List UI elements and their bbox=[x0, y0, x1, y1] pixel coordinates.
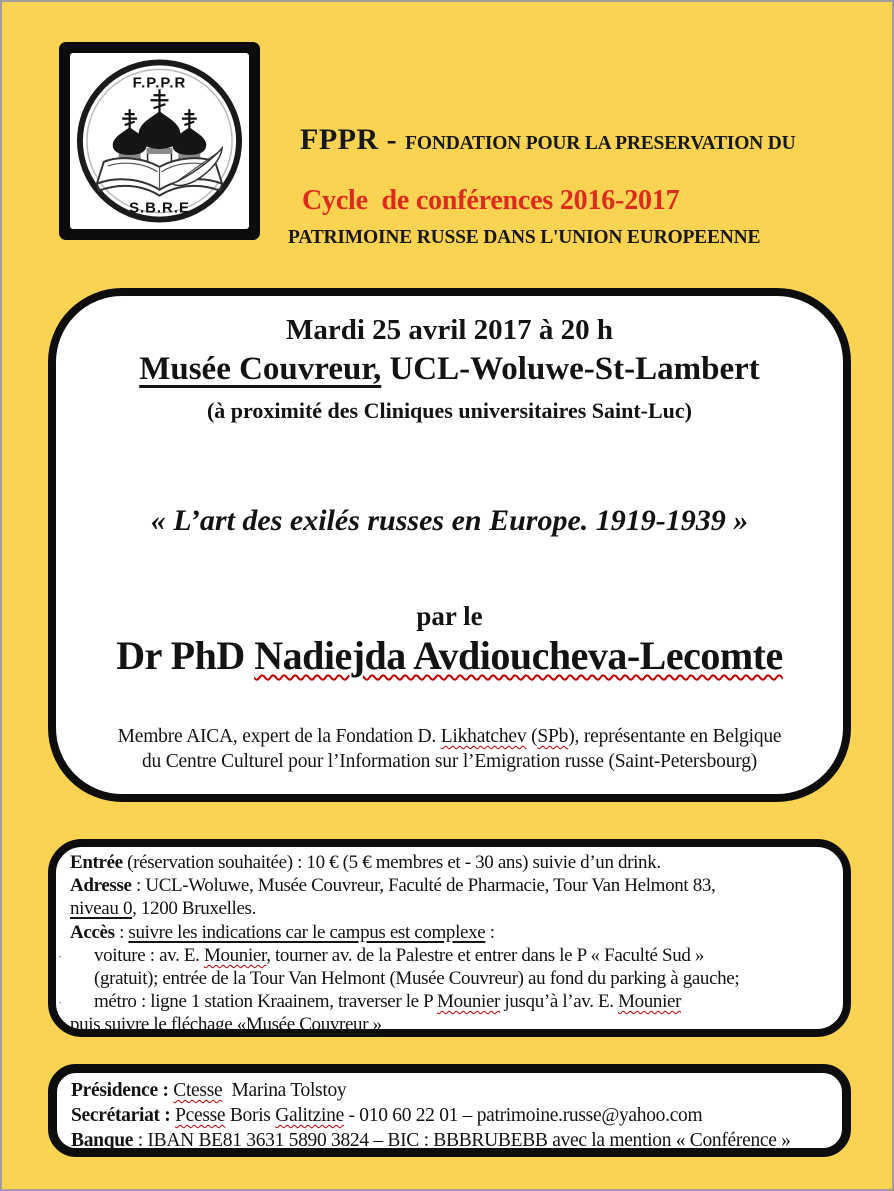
presidence-title: Ctesse bbox=[173, 1080, 223, 1101]
logo-acronym-top: F.P.P.R bbox=[132, 75, 187, 92]
bio-line2: du Centre Culturel pour l’Information sur l’Emigration russe (Saint-Petersbourg) bbox=[141, 751, 758, 772]
org-acronym: FPPR - bbox=[300, 123, 406, 156]
speaker-bio bbox=[56, 724, 843, 774]
entree-label: Entrée bbox=[70, 852, 123, 873]
adresse-city: , 1200 Bruxelles. bbox=[132, 898, 256, 920]
banque-line bbox=[71, 1128, 828, 1153]
bullet-car-line2 bbox=[70, 967, 829, 990]
adresse-niveau: niveau 0 bbox=[70, 898, 133, 920]
banque-label: Banque bbox=[71, 1130, 134, 1151]
org-title-line2 bbox=[288, 222, 795, 254]
bio-text: ( bbox=[526, 726, 538, 747]
metro-mounier1: Mounier bbox=[437, 991, 501, 1013]
logo-acronym-bottom: S.B.R.E bbox=[129, 200, 190, 217]
secretariat-mid: Boris bbox=[225, 1105, 276, 1126]
secretariat-line bbox=[71, 1103, 828, 1128]
acces-post: : bbox=[485, 921, 495, 943]
presidence-name: Marina Tolstoy bbox=[222, 1080, 347, 1101]
adresse-text: : UCL-Woluwe, Musée Couvreur, Faculté de Pharmacie, Tour Van Helmont 83, bbox=[131, 875, 716, 897]
org-name-part1: FONDATION POUR LA PRESERVATION DU bbox=[405, 133, 796, 154]
acces-underlined: suivre les indications car le campus est complexe bbox=[128, 921, 486, 943]
adresse-label: Adresse bbox=[70, 875, 132, 897]
secretariat-name: Galitzine bbox=[275, 1105, 344, 1126]
bullet-car-line bbox=[58, 944, 829, 967]
bio-text: Membre AICA, expert de la Fondation D. bbox=[117, 726, 441, 747]
car-mounier: Mounier bbox=[203, 944, 267, 966]
event-date: Mardi 25 avril 2017 à 20 h bbox=[285, 314, 614, 346]
adresse-line bbox=[70, 874, 829, 897]
event-proximity: (à proximité des Cliniques universitaires Saint-Luc) bbox=[206, 398, 693, 423]
bio-spb: SPb bbox=[537, 726, 569, 747]
metro-mounier2: Mounier bbox=[618, 991, 682, 1013]
bio-text: ), représentante en Belgique bbox=[568, 726, 782, 747]
acces-label: Accès bbox=[70, 921, 115, 943]
acces-colon: : bbox=[114, 921, 129, 943]
talk-title: « L’art des exilés russes en Europe. 1919-1939 » bbox=[150, 504, 749, 537]
car-text: voiture : av. E. bbox=[94, 944, 204, 966]
venue-underlined: Musée Couvreur, bbox=[139, 351, 382, 387]
car-continuation: (gratuit); entrée de la Tour Van Helmont (Musée Couvreur) au fond du parking à gauche; bbox=[94, 968, 740, 990]
venue-rest: UCL-Woluwe-St-Lambert bbox=[381, 351, 760, 387]
fppr-logo-inner bbox=[70, 53, 249, 229]
presidence-label: Présidence : bbox=[71, 1080, 174, 1101]
practical-info-box bbox=[48, 839, 851, 1037]
acces-line bbox=[70, 921, 829, 944]
closing-line bbox=[70, 1013, 829, 1036]
fppr-logo bbox=[59, 42, 260, 240]
entree-text: (réservation souhaitée) : 10 € (5 € membres et - 30 ans) suivie d’un drink. bbox=[122, 852, 661, 873]
secretariat-label: Secrétariat : bbox=[71, 1105, 176, 1126]
metro-text: métro : ligne 1 station Kraainem, traverser le P bbox=[94, 991, 438, 1013]
bullet-dot-icon: · bbox=[58, 948, 62, 964]
speaker-fullname: Nadiejda Avdioucheva-Lecomte bbox=[254, 633, 783, 678]
metro-text2: jusqu’à l’av. E. bbox=[500, 991, 619, 1013]
speaker-name bbox=[56, 632, 843, 679]
bullet-metro-line bbox=[58, 990, 829, 1013]
entree-line bbox=[70, 851, 829, 874]
fppr-emblem-icon bbox=[70, 53, 249, 229]
closing-underlined: «Musée Couvreur » bbox=[236, 1014, 382, 1036]
bullet-dot-icon: · bbox=[58, 995, 62, 1011]
adresse-line2 bbox=[70, 897, 829, 920]
org-title-line1 bbox=[288, 124, 795, 160]
bio-likhatchev: Likhatchev bbox=[440, 726, 527, 747]
secretariat-contact: - 010 60 22 01 – patrimoine.russe@yahoo.com bbox=[343, 1105, 703, 1126]
secretariat-title: Pcesse bbox=[175, 1105, 226, 1126]
by-line: par le bbox=[416, 601, 483, 631]
contact-box bbox=[48, 1064, 851, 1157]
org-name-part2: PATRIMOINE RUSSE DANS L'UNION EUROPEENNE bbox=[288, 227, 761, 248]
cycle-line: Cycle de conférences 2016-2017 bbox=[302, 185, 680, 216]
event-box bbox=[48, 288, 851, 802]
closing-text: puis suivre le fléchage bbox=[70, 1014, 237, 1036]
event-venue bbox=[56, 351, 843, 388]
banque-text: : IBAN BE81 3631 5890 3824 – BIC : BBBRUBEBB avec la mention « Conférence » bbox=[133, 1130, 791, 1151]
car-text2: , tourner av. de la Palestre et entrer dans le P « Faculté Sud » bbox=[266, 944, 705, 966]
presidence-line bbox=[71, 1078, 828, 1103]
speaker-prefix: Dr PhD bbox=[116, 633, 255, 678]
